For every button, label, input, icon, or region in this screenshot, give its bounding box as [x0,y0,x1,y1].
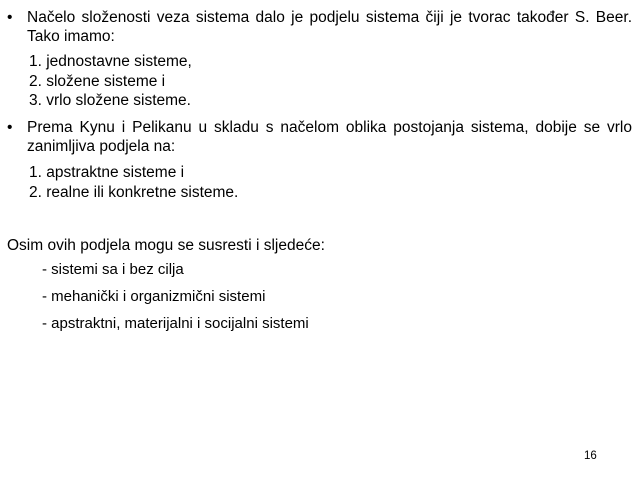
bullet-marker: • [7,9,13,26]
list-item: - sistemi sa i bez cilja [42,261,184,278]
list-item: 2. realne ili konkretne sisteme. [29,183,239,201]
bullet-1 [7,8,632,46]
bullet-2 [7,118,632,156]
list-item: 2. složene sisteme i [29,72,166,90]
bullet-marker: • [7,119,13,136]
bullet-2-text: Prema Kynu i Pelikanu u skladu s načelom oblika postojanja sistema, dobije se vrlo zanimljiva podjela na: [27,119,632,155]
bullet-2-list [29,163,238,202]
list-item: 3. vrlo složene sisteme. [29,92,191,109]
list-item: - mehanički i organizmični sistemi [42,288,266,305]
list-item: - apstraktni, materijalni i socijalni sistemi [42,315,309,332]
other-divisions-intro: Osim ovih podjela mogu se susresti i sljedeće: [7,237,325,254]
list-item: 1. apstraktne sisteme i [29,164,185,181]
bullet-1-list [29,52,192,111]
page-number: 16 [584,450,597,462]
bullet-1-text: Načelo složenosti veza sistema dalo je podjelu sistema čiji je tvorac također S. Beer. Tako imamo: [27,9,632,45]
list-item: 1. jednostavne sisteme, [29,53,192,70]
